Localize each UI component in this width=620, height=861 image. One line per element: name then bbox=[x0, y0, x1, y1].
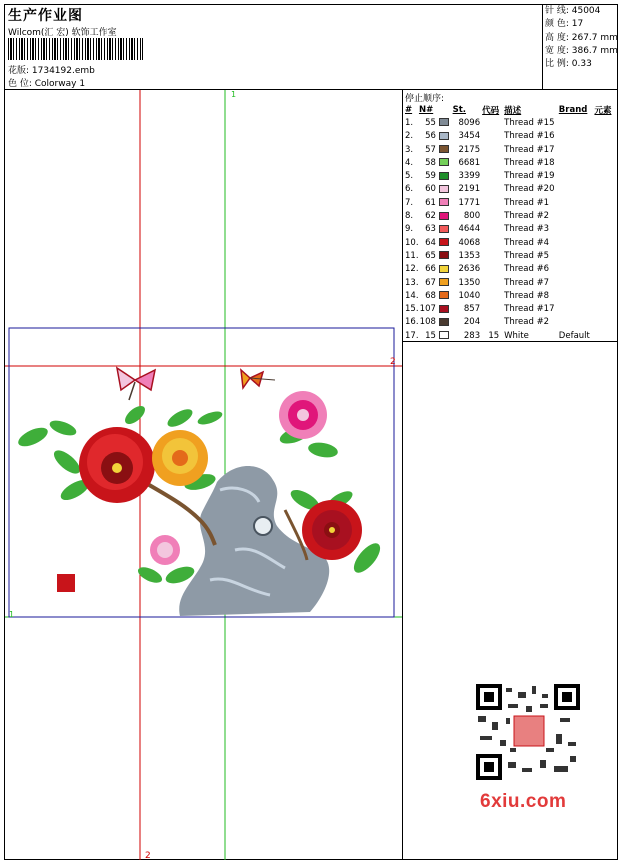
color-swatch bbox=[439, 172, 449, 180]
col-element: 元素 bbox=[594, 105, 612, 116]
row-index: 10. bbox=[405, 237, 419, 248]
row-code bbox=[482, 169, 504, 182]
row-index: 5. bbox=[405, 171, 414, 182]
row-code bbox=[482, 196, 504, 209]
row-stitches: 3399 bbox=[458, 171, 481, 182]
row-code bbox=[482, 289, 504, 302]
row-stitches: 1350 bbox=[458, 277, 481, 288]
color-swatch bbox=[439, 265, 449, 273]
table-row bbox=[403, 263, 618, 276]
row-needle: 58 bbox=[425, 157, 436, 168]
row-stitches: 283 bbox=[463, 330, 481, 341]
row-description: White bbox=[504, 330, 529, 341]
row-brand bbox=[559, 263, 595, 276]
row-index: 9. bbox=[405, 224, 414, 235]
company-name: Wilcom(汇 宏) 软饰工作室 bbox=[8, 28, 117, 38]
row-index: 17. bbox=[405, 330, 419, 341]
row-needle: 65 bbox=[425, 250, 436, 261]
row-index: 8. bbox=[405, 211, 414, 222]
color-swatch bbox=[439, 238, 449, 246]
row-description: Thread #16 bbox=[504, 131, 555, 142]
row-description: Thread #3 bbox=[504, 224, 550, 235]
seal-stamp bbox=[57, 574, 75, 592]
row-brand bbox=[559, 316, 595, 329]
row-description: Thread #17 bbox=[504, 144, 555, 155]
row-index: 13. bbox=[405, 277, 419, 288]
table-row bbox=[403, 329, 618, 342]
row-description: Thread #18 bbox=[504, 157, 555, 168]
row-index: 15. bbox=[405, 304, 419, 315]
red-peony bbox=[302, 500, 362, 560]
table-row bbox=[403, 209, 618, 222]
row-index: 12. bbox=[405, 264, 419, 275]
row-code bbox=[482, 223, 504, 236]
row-index: 6. bbox=[405, 184, 414, 195]
row-index: 4. bbox=[405, 157, 414, 168]
row-code bbox=[482, 156, 504, 169]
row-needle: 15 bbox=[425, 330, 436, 341]
design-scale: 比 例: 0.33 bbox=[545, 59, 592, 70]
row-stitches: 2175 bbox=[458, 144, 481, 155]
stitch-count: 针 线: 45004 bbox=[545, 6, 601, 16]
table-row bbox=[403, 156, 618, 169]
row-code bbox=[482, 143, 504, 156]
table-row bbox=[403, 223, 618, 236]
table-row bbox=[403, 116, 618, 129]
color-swatch bbox=[439, 278, 449, 286]
color-swatch bbox=[439, 212, 449, 220]
preview-canvas bbox=[5, 90, 402, 860]
table-row bbox=[403, 249, 618, 262]
row-brand bbox=[559, 223, 595, 236]
row-index: 7. bbox=[405, 197, 414, 208]
row-brand bbox=[559, 169, 595, 182]
design-preview bbox=[5, 90, 402, 860]
row-index: 16. bbox=[405, 317, 419, 328]
color-swatch bbox=[439, 158, 449, 166]
row-stitches: 1040 bbox=[458, 290, 481, 301]
color-swatch bbox=[439, 251, 449, 259]
row-stitches: 4644 bbox=[458, 224, 481, 235]
row-stitches: 1771 bbox=[458, 197, 481, 208]
row-description: Thread #2 bbox=[504, 211, 550, 222]
header bbox=[5, 5, 542, 89]
row-description: Thread #15 bbox=[504, 117, 555, 128]
guide-label: 1 bbox=[231, 90, 237, 99]
color-swatch bbox=[439, 132, 449, 140]
row-needle: 57 bbox=[425, 144, 436, 155]
row-brand: Default bbox=[558, 330, 590, 341]
row-brand bbox=[559, 156, 595, 169]
row-description: Thread #1 bbox=[504, 197, 550, 208]
row-code bbox=[482, 249, 504, 262]
row-brand bbox=[559, 183, 595, 196]
color-swatch bbox=[439, 305, 449, 313]
row-brand bbox=[559, 196, 595, 209]
row-index: 1. bbox=[405, 117, 414, 128]
table-header-row bbox=[403, 103, 618, 116]
row-code bbox=[482, 236, 504, 249]
table-row bbox=[403, 169, 618, 182]
row-description: Thread #6 bbox=[504, 264, 550, 275]
design-width: 宽 度: 386.7 mm bbox=[545, 45, 618, 56]
color-count: 颜 色: 17 bbox=[545, 19, 584, 30]
row-description: Thread #2 bbox=[504, 317, 550, 328]
row-stitches: 800 bbox=[463, 211, 481, 222]
table-row bbox=[403, 289, 618, 302]
table-row bbox=[403, 183, 618, 196]
color-swatch bbox=[439, 291, 449, 299]
row-stitches: 8096 bbox=[458, 117, 481, 128]
production-worksheet bbox=[4, 4, 618, 860]
table-row bbox=[403, 316, 618, 329]
row-description: Thread #5 bbox=[504, 250, 550, 261]
design-file: 花版: 1734192.emb bbox=[8, 66, 95, 76]
row-needle: 59 bbox=[425, 171, 436, 182]
butterfly bbox=[241, 370, 275, 388]
row-stitches: 857 bbox=[463, 304, 481, 315]
row-code bbox=[482, 263, 504, 276]
qr-code bbox=[470, 682, 585, 782]
row-stitches: 4068 bbox=[458, 237, 481, 248]
row-needle: 107 bbox=[419, 304, 436, 315]
row-index: 11. bbox=[405, 250, 419, 261]
row-brand bbox=[559, 249, 595, 262]
color-swatch bbox=[439, 145, 449, 153]
thread-table bbox=[403, 103, 618, 342]
table-row bbox=[403, 236, 618, 249]
page-title: 生产作业图 bbox=[8, 8, 83, 24]
table-row bbox=[403, 130, 618, 143]
row-needle: 55 bbox=[425, 117, 436, 128]
guide-label: 1 bbox=[9, 610, 15, 619]
table-row bbox=[403, 143, 618, 156]
orange-peony bbox=[152, 430, 208, 486]
row-brand bbox=[559, 236, 595, 249]
row-stitches: 6681 bbox=[458, 157, 481, 168]
row-description: Thread #17 bbox=[504, 304, 555, 315]
colorway: 色 位: Colorway 1 bbox=[8, 79, 86, 89]
row-description: Thread #8 bbox=[504, 290, 550, 301]
row-code bbox=[482, 130, 504, 143]
table-row bbox=[403, 196, 618, 209]
row-description: Thread #20 bbox=[504, 184, 555, 195]
row-stitches: 204 bbox=[463, 317, 481, 328]
row-stitches: 1353 bbox=[458, 250, 481, 261]
row-code bbox=[482, 316, 504, 329]
row-stitches: 3454 bbox=[458, 131, 481, 142]
col-num: # bbox=[405, 104, 413, 115]
color-swatch bbox=[439, 331, 449, 339]
row-brand bbox=[559, 143, 595, 156]
stats-panel bbox=[542, 5, 618, 89]
row-brand bbox=[559, 116, 595, 129]
row-stitches: 2636 bbox=[458, 264, 481, 275]
row-code bbox=[482, 183, 504, 196]
col-n: N# bbox=[418, 104, 434, 115]
design-height: 高 度: 267.7 mm bbox=[545, 32, 618, 43]
color-swatch bbox=[439, 318, 449, 326]
row-needle: 60 bbox=[425, 184, 436, 195]
color-swatch bbox=[439, 198, 449, 206]
table-row bbox=[403, 302, 618, 315]
color-legend bbox=[403, 90, 618, 342]
row-index: 3. bbox=[405, 144, 414, 155]
qr-logo bbox=[514, 716, 544, 746]
color-swatch bbox=[439, 118, 449, 126]
row-needle: 63 bbox=[425, 224, 436, 235]
row-needle: 108 bbox=[419, 317, 436, 328]
row-needle: 56 bbox=[425, 131, 436, 142]
row-needle: 64 bbox=[425, 237, 436, 248]
col-stitches: St. bbox=[452, 104, 467, 115]
legend-title: 停止顺序: bbox=[405, 94, 445, 104]
row-description: Thread #7 bbox=[504, 277, 550, 288]
col-desc: 描述 bbox=[504, 105, 522, 116]
table-row bbox=[403, 276, 618, 289]
rock-hole bbox=[254, 517, 272, 535]
row-needle: 62 bbox=[425, 211, 436, 222]
row-needle: 68 bbox=[425, 290, 436, 301]
row-index: 2. bbox=[405, 131, 414, 142]
row-code bbox=[482, 302, 504, 315]
row-stitches: 2191 bbox=[458, 184, 481, 195]
row-brand bbox=[559, 276, 595, 289]
row-needle: 67 bbox=[425, 277, 436, 288]
red-peony bbox=[79, 427, 155, 503]
row-description: Thread #4 bbox=[504, 237, 550, 248]
row-code: 15 bbox=[488, 330, 500, 341]
barcode bbox=[8, 38, 143, 60]
row-description: Thread #19 bbox=[504, 171, 555, 182]
row-brand bbox=[559, 289, 595, 302]
col-brand: Brand bbox=[558, 104, 588, 115]
color-swatch bbox=[439, 225, 449, 233]
row-brand bbox=[559, 209, 595, 222]
row-brand bbox=[559, 302, 595, 315]
row-index: 14. bbox=[405, 290, 419, 301]
row-needle: 61 bbox=[425, 197, 436, 208]
pink-peony bbox=[279, 391, 327, 439]
row-needle: 66 bbox=[425, 264, 436, 275]
embroidery-design bbox=[16, 368, 385, 616]
watermark: 6xiu.com bbox=[480, 791, 567, 812]
row-brand bbox=[559, 130, 595, 143]
color-swatch bbox=[439, 185, 449, 193]
row-code bbox=[482, 116, 504, 129]
row-code bbox=[482, 276, 504, 289]
butterfly bbox=[117, 368, 155, 400]
row-code bbox=[482, 209, 504, 222]
col-code: 代码 bbox=[482, 105, 500, 116]
guide-label: 2 bbox=[145, 851, 151, 860]
pink-bud bbox=[150, 535, 180, 565]
guide-label: 2 bbox=[390, 357, 396, 367]
